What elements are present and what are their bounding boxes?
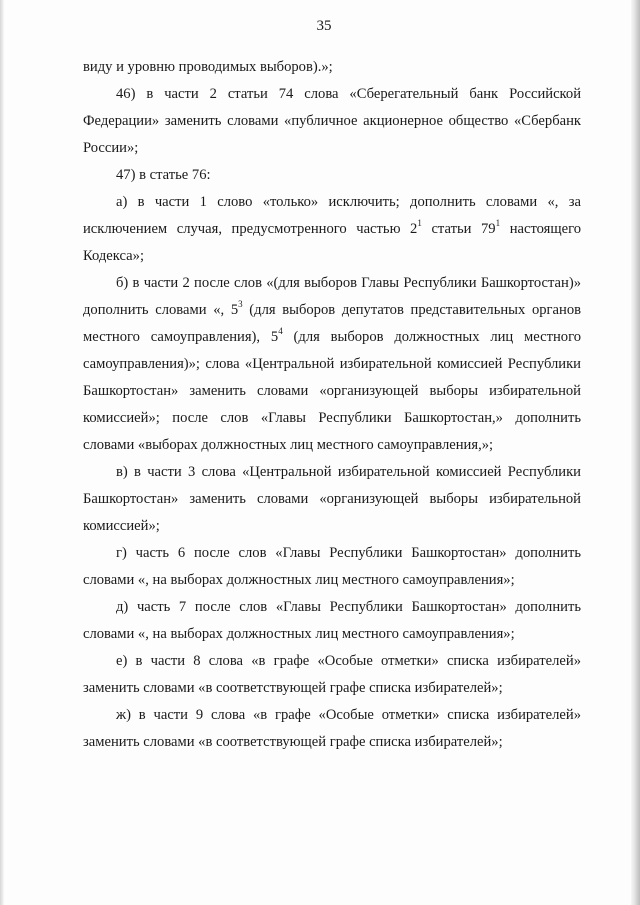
paragraph-text: (для выборов должностных лиц местного самоуправления)»; слова «Центральной избирательной комиссией Республики Башкортостан» заменить словами «организующей выборы избирательной комиссией»; после слов «Главы Республики Башкортостан,» дополнить словами «выборах должностных лиц местного самоуправления,»; <box>83 329 582 453</box>
page-left-edge <box>0 0 4 905</box>
superscript: 1 <box>495 218 501 229</box>
paragraph-item-47 <box>83 162 581 189</box>
paragraph-text: д) часть 7 после слов «Главы Республики Башкортостан» дополнить словами «, на выборах должностных лиц местного самоуправления»; <box>83 599 581 642</box>
paragraph-subitem-a <box>83 189 581 270</box>
paragraph-subitem-d <box>83 594 581 648</box>
paragraph-subitem-zh <box>83 702 581 756</box>
paragraph-subitem-g <box>83 540 581 594</box>
paragraph-text: а) в части 1 слово «только» исключить; дополнить словами «, за исключением случая, предусмотренного частью 2 <box>83 194 581 237</box>
paragraph-subitem-e <box>83 648 581 702</box>
paragraph-item-46 <box>83 81 581 162</box>
paragraph-text: б) в части 2 после слов «(для выборов Главы Республики Башкортостан)» дополнить словами «, 5 <box>83 275 581 318</box>
document-body <box>83 54 581 756</box>
paragraph-text: 47) в статье 76: <box>116 167 211 183</box>
paragraph-text: е) в части 8 слова «в графе «Особые отметки» списка избирателей» заменить словами «в соответствующей графе списка избирателей»; <box>83 653 581 696</box>
page-number: 35 <box>316 18 332 34</box>
paragraph-text: г) часть 6 после слов «Главы Республики Башкортостан» дополнить словами «, на выборах должностных лиц местного самоуправления»; <box>83 545 581 588</box>
paragraph-subitem-b <box>83 270 581 459</box>
paragraph-subitem-v <box>83 459 581 540</box>
paragraph-continuation <box>83 54 581 81</box>
paragraph-text: виду и уровню проводимых выборов).»; <box>83 59 333 75</box>
paragraph-text: статьи 79 <box>421 221 496 237</box>
paragraph-text: настоящего Кодекса»; <box>83 221 582 264</box>
superscript: 1 <box>417 218 422 229</box>
paragraph-text: в) в части 3 слова «Центральной избирательной комиссией Республики Башкортостан» заменить словами «организующей выборы избирательной комиссией»; <box>83 464 581 534</box>
paragraph-text: ж) в части 9 слова «в графе «Особые отметки» списка избирателей» заменить словами «в соответствующей графе списка избирателей»; <box>83 707 581 750</box>
page-right-edge <box>631 0 640 905</box>
paragraph-text: (для выборов депутатов представительных органов местного самоуправления), 5 <box>83 302 582 345</box>
paragraph-text: 46) в части 2 статьи 74 слова «Сберегательный банк Российской Федерации» заменить словами «публичное акционерное общество «Сбербанк России»; <box>83 86 581 156</box>
superscript: 4 <box>278 326 283 337</box>
superscript: 3 <box>238 299 243 310</box>
